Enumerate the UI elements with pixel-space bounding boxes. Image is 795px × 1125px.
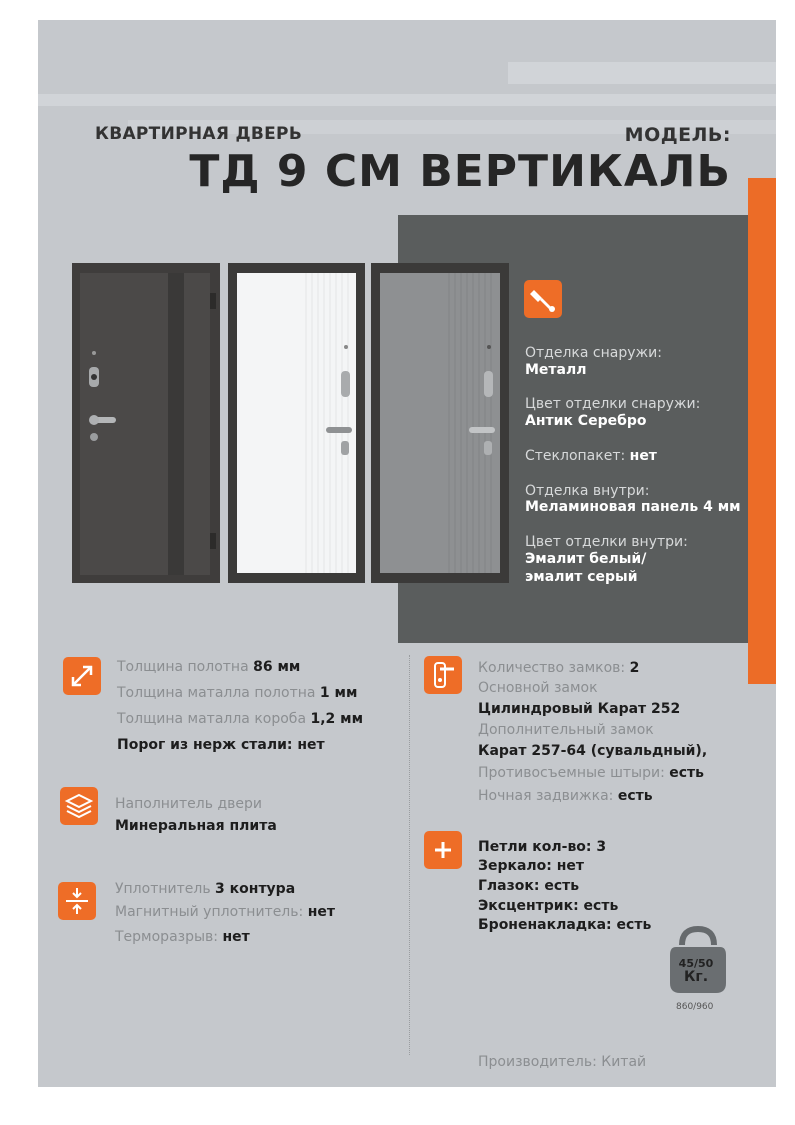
thermal-break-label: Терморазрыв: [115,929,218,945]
metal-frame-label: Толщина маталла короба [117,711,307,727]
outside-finish-label: Отделка снаружи: [525,345,662,361]
seal-value: 3 контура [215,881,296,897]
glass-label: Стеклопакет: [525,448,626,464]
thermal-break-row [115,929,250,945]
magnetic-seal-label: Магнитный уплотнитель: [115,904,304,920]
category-label: КВАРТИРНАЯ ДВЕРЬ [95,124,303,144]
compress-icon [58,882,96,920]
layers-icon [60,787,98,825]
accent-bar [748,178,776,684]
anti-removal-label: Противосъемные штыри: [478,765,665,781]
leaf-thickness-label: Толщина полотна [117,659,249,675]
night-latch-label: Ночная задвижка: [478,788,614,804]
main-lock-value: Цилиндровый Карат 252 [478,701,681,717]
interior-white-door-image [228,263,365,583]
glass-value: нет [629,448,657,464]
inside-finish-value: Меламиновая панель 4 мм [525,499,741,515]
thermal-break-value: нет [222,929,250,945]
night-latch-value: есть [617,788,653,804]
door-handle-icon [424,656,462,694]
door-sizes: 860/960 [676,1002,714,1012]
lock-count-label: Количество замков: [478,660,626,676]
metal-frame-row [117,711,363,727]
paint-brush-icon [524,280,562,318]
inside-finish-label: Отделка внутри: [525,483,650,499]
exterior-door-image [72,263,220,583]
inside-color-value: Эмалит белый/ [525,551,647,567]
resize-arrows-icon [63,657,101,695]
metal-frame-value: 1,2 мм [310,711,364,727]
decor-stripe [38,94,776,106]
seal-label: Уплотнитель [115,881,211,897]
manufacturer-text: Производитель: Китай [478,1054,647,1070]
anti-removal-row [478,765,704,781]
plus-icon [424,831,462,869]
main-lock-label: Основной замок [478,680,598,696]
glass-row [525,447,657,465]
lock-count-row [478,660,639,676]
leaf-thickness-row [117,659,300,675]
interior-grey-door-image [371,263,509,583]
filler-value: Минеральная плита [115,818,277,834]
extra-lock-label: Дополнительный замок [478,722,654,738]
mirror-text: Зеркало: нет [478,858,585,874]
anti-removal-value: есть [669,765,705,781]
peephole-text: Глазок: есть [478,878,580,894]
seal-row [115,881,295,897]
extra-lock-value: Карат 257-64 (сувальдный), [478,743,708,759]
decor-stripe [508,62,776,84]
column-divider [409,655,410,1055]
metal-leaf-label: Толщина маталла полотна [117,685,316,701]
threshold-text: Порог из нерж стали: нет [117,737,325,753]
magnetic-seal-value: нет [307,904,335,920]
inside-color-label: Цвет отделки внутри: [525,534,688,550]
weight-value: 45/50 [678,957,714,970]
filler-label: Наполнитель двери [115,796,262,812]
eccentric-text: Эксцентрик: есть [478,898,619,914]
outside-finish-value: Металл [525,362,587,378]
metal-leaf-row [117,685,357,701]
outside-color-label: Цвет отделки снаружи: [525,396,701,412]
metal-leaf-value: 1 мм [319,685,358,701]
leaf-thickness-value: 86 мм [253,659,301,675]
magnetic-seal-row [115,904,335,920]
hinges-text: Петли кол-во: 3 [478,839,607,855]
outside-color-value: Антик Серебро [525,413,647,429]
armor-plate-text: Броненакладка: есть [478,917,652,933]
weight-unit: Кг. [683,969,709,985]
night-latch-row [478,788,653,804]
model-label: МОДЕЛЬ: [624,124,731,146]
page-title: ТД 9 СМ ВЕРТИКАЛЬ [189,146,731,197]
lock-count-value: 2 [629,660,640,676]
inside-color-value: эмалит серый [525,569,638,585]
